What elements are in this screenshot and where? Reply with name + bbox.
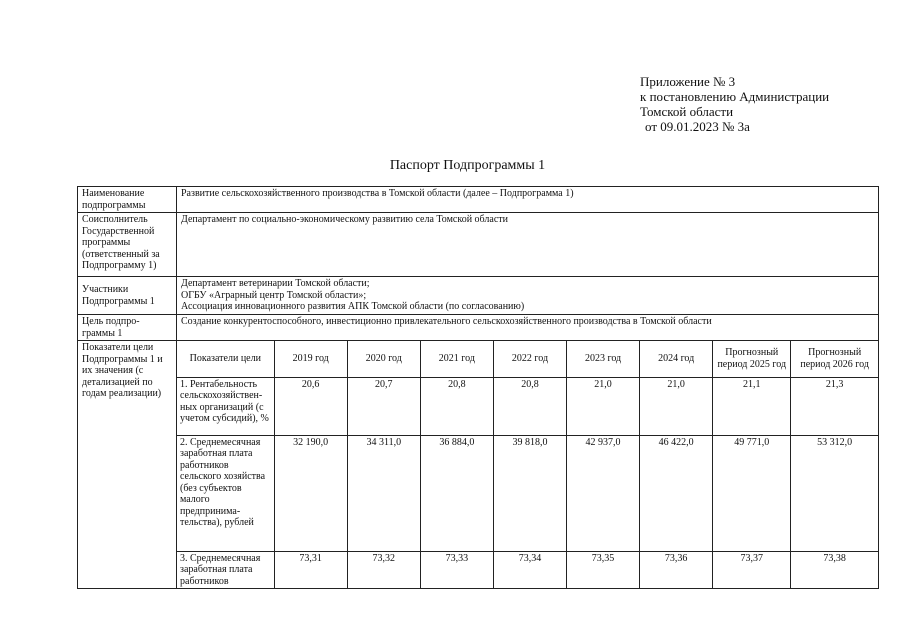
document-title: Паспорт Подпрограммы 1 <box>389 158 546 173</box>
indicator-value: 21,3 <box>791 377 878 435</box>
indicator-value: 21,1 <box>713 377 791 435</box>
participants-label: Участники Подпрограммы 1 <box>78 277 177 315</box>
passport-table <box>77 186 879 589</box>
table-row <box>78 213 879 277</box>
indicator-value: 73,36 <box>640 551 713 588</box>
indicator-value: 73,33 <box>420 551 493 588</box>
header-cell: Прогнозный период 2025 год <box>713 341 791 377</box>
indicator-value: 73,38 <box>791 551 878 588</box>
indicator-value: 39 818,0 <box>493 435 566 551</box>
indicator-name: 1. Рентабельность сельскохозяйствен-ных организаций (с учетом субсидий), % <box>177 377 274 435</box>
participants-value <box>177 277 879 315</box>
indicator-value: 53 312,0 <box>791 435 878 551</box>
indicators-header-row <box>177 341 878 377</box>
indicator-row <box>177 435 878 551</box>
indicators-label: Показатели цели Подпрограммы 1 и их значения (с детализацией по годам реализации) <box>78 341 177 589</box>
participant-item: ОГБУ «Аграрный центр Томской области»; <box>181 289 367 301</box>
table-row <box>78 341 879 589</box>
name-value: Развитие сельскохозяйственного производства в Томской области (далее – Подпрограмма 1) <box>177 187 879 213</box>
coexecutor-value: Департамент по социально-экономическому развитию села Томской области <box>177 213 879 277</box>
participant-item: Департамент ветеринарии Томской области; <box>181 278 370 289</box>
header-cell: 2019 год <box>274 341 347 377</box>
coexecutor-label: Соисполнитель Государственной программы (ответственный за Подпрограмму 1) <box>78 213 177 277</box>
table-row <box>78 277 879 315</box>
name-label: Наименование подпрограммы <box>78 187 177 213</box>
indicator-row <box>177 377 878 435</box>
indicator-value: 73,37 <box>713 551 791 588</box>
indicator-value: 49 771,0 <box>713 435 791 551</box>
indicator-name: 2. Среднемесячная заработная плата работников сельского хозяйства (без субъектов малого предпринима-тельства), рублей <box>177 435 274 551</box>
table-row <box>78 187 879 213</box>
header-cell: 2022 год <box>493 341 566 377</box>
indicator-value: 73,35 <box>567 551 640 588</box>
indicator-value: 20,8 <box>493 377 566 435</box>
goal-label: Цель подпро-граммы 1 <box>78 315 177 341</box>
table-row <box>78 315 879 341</box>
header-cell: Прогнозный период 2026 год <box>791 341 878 377</box>
indicator-name: 3. Среднемесячная заработная плата работников <box>177 551 274 588</box>
appendix-line: к постановлению Администрации <box>640 89 830 104</box>
header-cell: 2020 год <box>347 341 420 377</box>
indicator-value: 42 937,0 <box>567 435 640 551</box>
goal-value: Создание конкурентоспособного, инвестиционно привлекательного сельскохозяйственного производства в Томской области <box>177 315 879 341</box>
indicator-value: 73,34 <box>493 551 566 588</box>
header-cell: 2021 год <box>420 341 493 377</box>
participant-item: Ассоциация инновационного развития АПК Томской области (по согласованию) <box>181 301 525 312</box>
indicator-row <box>177 551 878 588</box>
header-cell: 2023 год <box>567 341 640 377</box>
header-cell: Показатели цели <box>177 341 274 377</box>
appendix-block <box>640 74 829 134</box>
indicator-value: 20,8 <box>420 377 493 435</box>
indicator-value: 20,7 <box>347 377 420 435</box>
indicator-value: 21,0 <box>567 377 640 435</box>
indicator-value: 46 422,0 <box>640 435 713 551</box>
indicator-value: 32 190,0 <box>274 435 347 551</box>
indicator-value: 34 311,0 <box>347 435 420 551</box>
indicator-value: 20,6 <box>274 377 347 435</box>
indicators-cell <box>177 341 879 589</box>
header-cell: 2024 год <box>640 341 713 377</box>
appendix-line: от 09.01.2023 № 3а <box>645 119 750 134</box>
appendix-line: Томской области <box>640 104 734 119</box>
indicators-table <box>177 341 878 588</box>
indicator-value: 21,0 <box>640 377 713 435</box>
indicator-value: 73,32 <box>347 551 420 588</box>
indicator-value: 36 884,0 <box>420 435 493 551</box>
indicator-value: 73,31 <box>274 551 347 588</box>
appendix-line: Приложение № 3 <box>640 74 736 89</box>
